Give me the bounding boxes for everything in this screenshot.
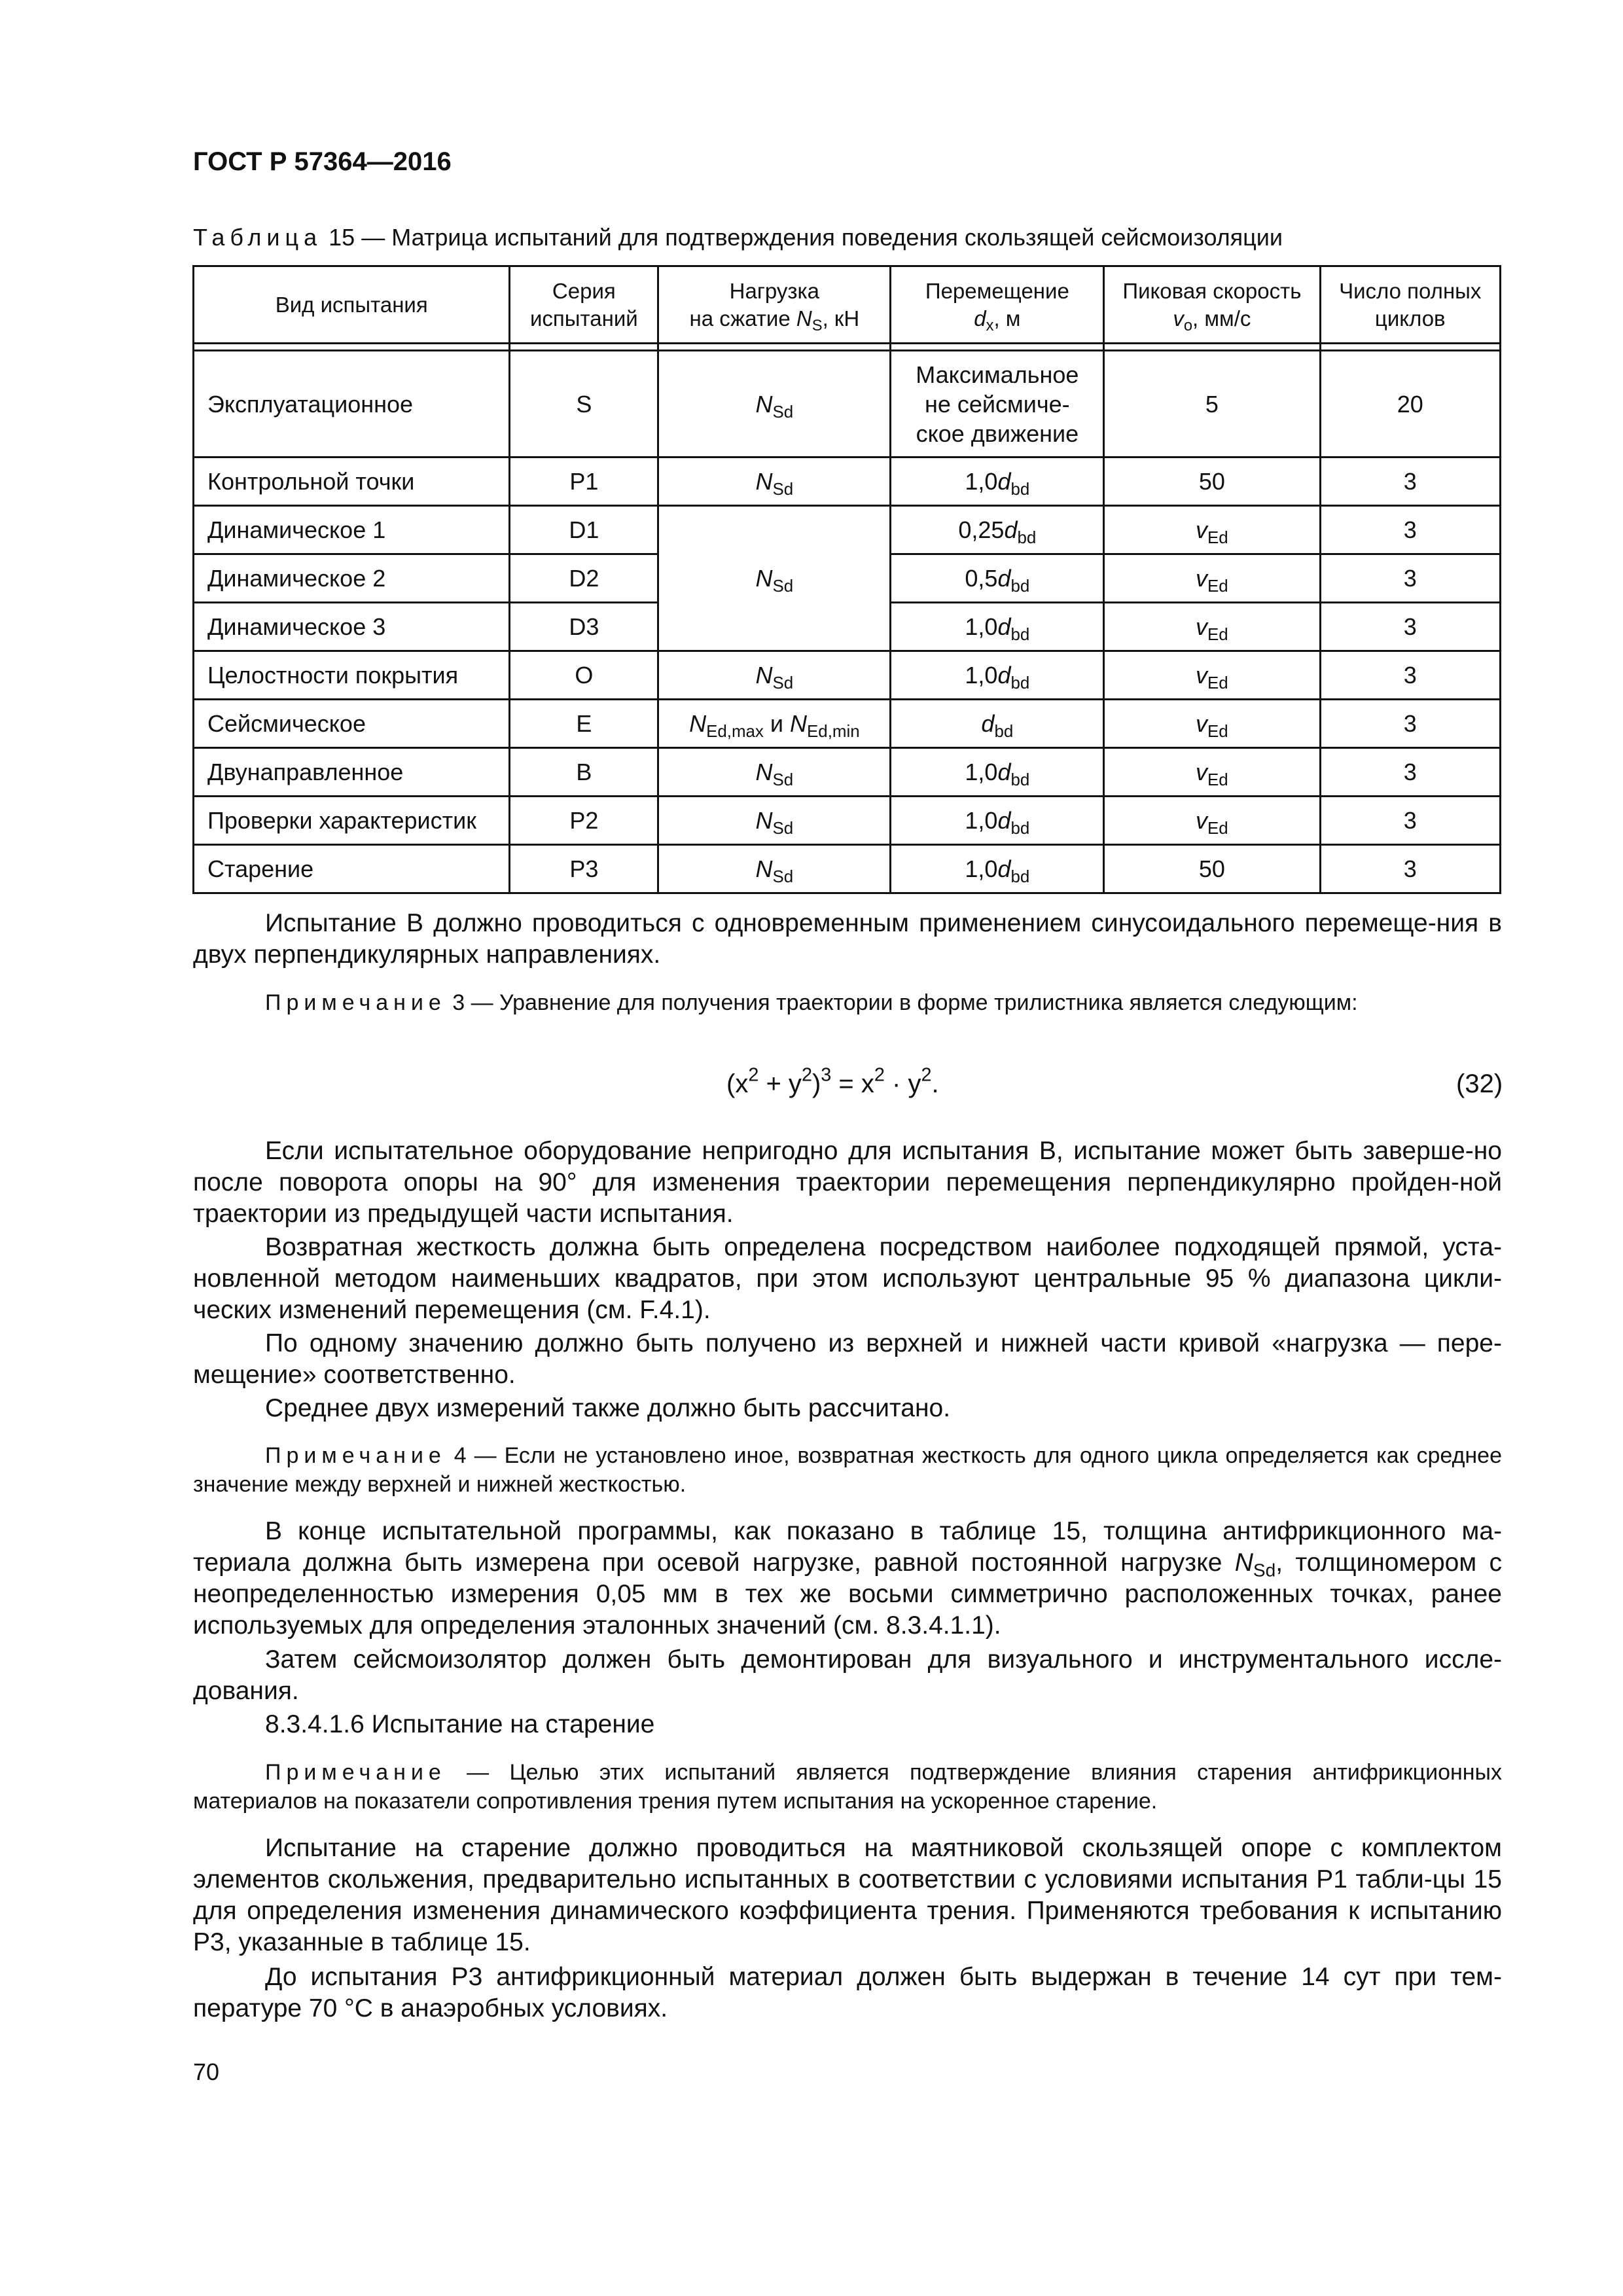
paragraph-aging-test: Испытание на старение должно проводиться на маятниковой скользящей опоре с комплектом элементов скольжения, предварительно испытанных в соответствии с условиями испытания P1 табли-цы 15 для определения изменения динамического коэффициента трения. Применяются требования к испытанию P3, указанные в таблице 15. [193,1834,1502,1956]
paragraph-equipment: Если испытательное оборудование непригодно для испытания B, испытание может быть заверше-но после поворота опоры на 90° для изменения траектории перемещения перпендикулярно пройден-ной траектории из предыдущей части испытания. [193,1137,1502,1228]
table-row: Динамическое 3 D3 $1,0d_{bd}$ $v_{Ed}$ 3 [194,603,1501,651]
paragraph-stiffness: Возвратная жесткость должна быть определена посредством наиболее подходящей прямой, уста-новленной методом наименьших квадратов, при этом используют центральные 95 % диапазона цикли-ческих изменений перемещения (см. F.4.1). [193,1233,1502,1324]
standard-number: ГОСТ Р 57364—2016 [193,147,452,176]
header-series: Серия испытаний [510,266,658,344]
table-caption [193,224,1283,251]
paragraph-aging-conditions: До испытания P3 антифрикционный материал должен быть выдержан в течение 14 сут при тем-пературе 70 °С в анаэробных условиях. [193,1963,1502,2022]
caption-label: Таблица [193,224,323,251]
paragraph-thickness: В конце испытательной программы, как показано в таблице 15, толщина антифрикционного ма-териала должна быть измерена при осевой нагрузке, равной постоянной нагрузке $N_{Sd}$, толщиномером с неопределенностью измерения 0,05 мм в тех же восьми симметрично расположенных точках, ранее используемых для определения эталонных значений (см. 8.3.4.1.1). [193,1517,1502,1640]
table-row: Динамическое 1 D1 $N_{Sd}$ $0,25d_{bd}$ $v_{Ed}$ 3 [194,506,1501,554]
note-aging: Примечание — Целью этих испытаний является подтверждение влияния старения антифрикционных материалов на показатели сопротивления трения путем испытания на ускоренное старение. [193,1760,1502,1814]
table-row: Целостности покрытия O $N_{Sd}$ $1,0d_{bd}$ $v_{Ed}$ 3 [194,651,1501,700]
header-cycles: Число полных циклов [1320,266,1500,344]
header-gap [194,344,1501,351]
equation-number: (32) [1456,1069,1503,1098]
header-load: Нагрузка на сжатие $N_S$, кН [658,266,891,344]
formula: $(x^2 + y^2)^3 = x^2 \cdot y^2$. [726,1064,939,1098]
paragraph-test-b: Испытание B должно проводиться с одновременным применением синусоидального перемеще-ния в двух перпендикулярных направлениях. [193,909,1502,969]
table-row: Контрольной точки P1 $N_{Sd}$ $1,0d_{bd}$ 50 3 [194,457,1501,506]
paragraph-dismantle: Затем сейсмоизолятор должен быть демонтирован для визуального и инструментального иссле-дования. [193,1645,1502,1705]
header-peak-velocity: Пиковая скорость $v_o$, мм/с [1104,266,1320,344]
table-row: Сейсмическое E $N_{Ed,max}$ и $N_{Ed,min}$ $d_{bd}$ $v_{Ed}$ 3 [194,700,1501,748]
merged-load-cell: $N_{Sd}$ [658,506,891,651]
table-row: Динамическое 2 D2 $0,5d_{bd}$ $v_{Ed}$ 3 [194,554,1501,603]
page-number: 70 [193,2058,220,2085]
note-4: Примечание 4 — Если не установлено иное, возвратная жесткость для одного цикла определяется как среднее значение между верхней и нижней жесткостью. [193,1443,1502,1497]
header-displacement: Перемещение $d_x$, м [891,266,1104,344]
note-3: Примечание 3 — Уравнение для получения траектории в форме трилистника является следующим: [265,990,1358,1015]
table-row: Старение P3 $N_{Sd}$ $1,0d_{bd}$ 50 3 [194,845,1501,893]
table-row: Двунаправленное B $N_{Sd}$ $1,0d_{bd}$ $v_{Ed}$ 3 [194,748,1501,797]
table-row: Эксплуатационное S $N_{Sd}$ Максимальное не сейсмиче- ское движение 5 20 [194,351,1501,457]
test-matrix-table [192,265,1501,894]
table-row: Проверки характеристик P2 $N_{Sd}$ $1,0d_{bd}$ $v_{Ed}$ 3 [194,797,1501,845]
caption-text: 15 — Матрица испытаний для подтверждения поведения скользящей сейсмоизоляции [322,224,1283,251]
header-test-type: Вид испытания [194,266,510,344]
table-header-row [194,266,1501,344]
section-heading-aging: 8.3.4.1.6 Испытание на старение [265,1710,655,1738]
paragraph-average: Среднее двух измерений также должно быть рассчитано. [265,1394,951,1422]
paragraph-curve: По одному значению должно быть получено из верхней и нижней части кривой «нагрузка — пере-мещение» соответственно. [193,1329,1502,1389]
